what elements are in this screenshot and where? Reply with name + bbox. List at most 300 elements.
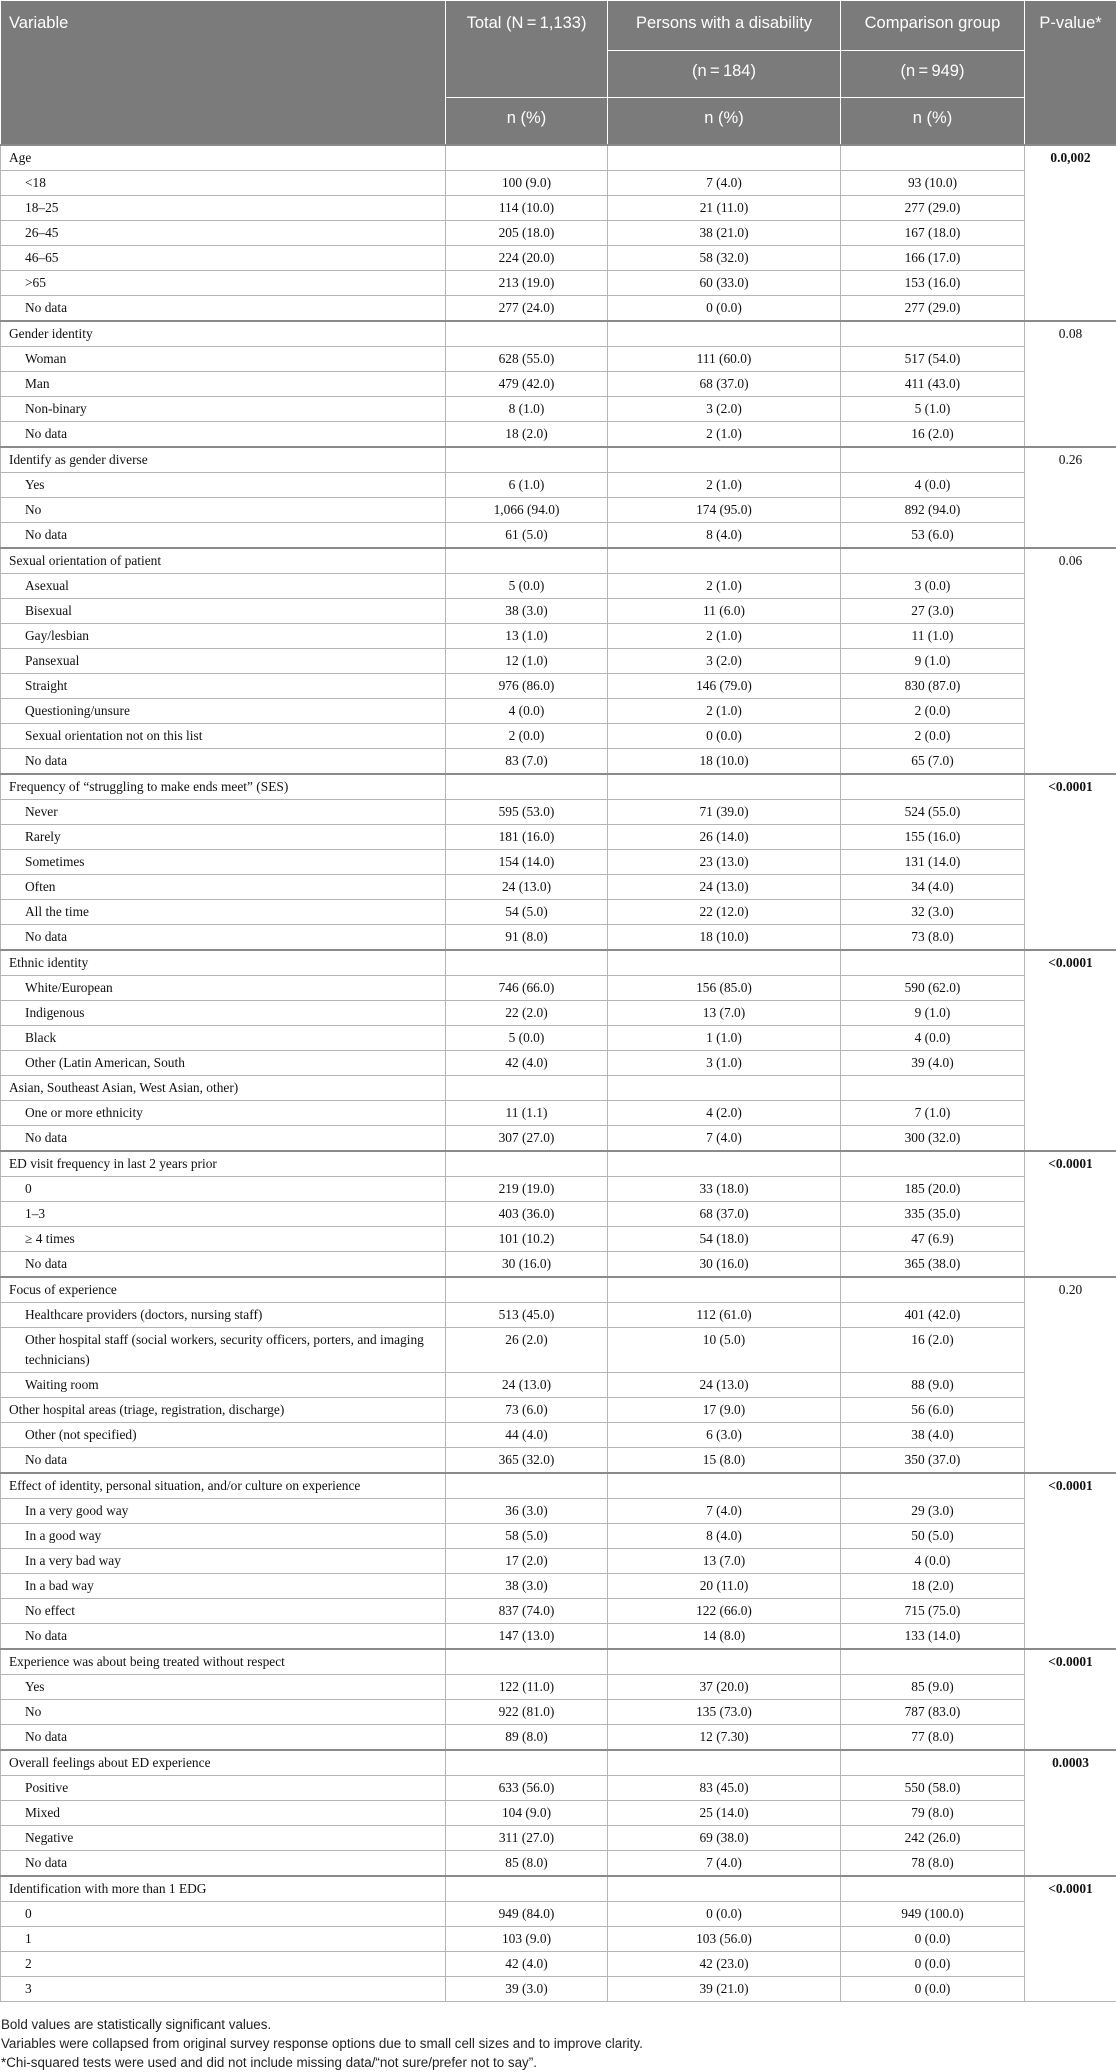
- table-row: [1, 1448, 1116, 1474]
- total-value: 628 (55.0): [446, 347, 608, 372]
- footnote: *Chi-squared tests were used and did not include missing data/“not sure/prefer not to say”.: [1, 2053, 1116, 2072]
- row-label: No data: [1, 523, 446, 549]
- disability-value: 12 (7.30): [608, 1725, 841, 1751]
- row-label: Yes: [1, 1675, 446, 1700]
- comparison-value: 590 (62.0): [841, 976, 1025, 1001]
- empty-cell: [446, 774, 608, 800]
- total-value: 18 (2.0): [446, 422, 608, 448]
- disability-value: 54 (18.0): [608, 1227, 841, 1252]
- comparison-value: 401 (42.0): [841, 1303, 1025, 1328]
- row-label: Yes: [1, 473, 446, 498]
- comparison-value: 155 (16.0): [841, 825, 1025, 850]
- empty-cell: [841, 950, 1025, 976]
- p-value: <0.0001: [1025, 774, 1116, 950]
- comparison-value: 4 (0.0): [841, 1549, 1025, 1574]
- disability-value: 103 (56.0): [608, 1927, 841, 1952]
- disability-value: 60 (33.0): [608, 271, 841, 296]
- table-row: [1, 271, 1116, 296]
- disability-value: 0 (0.0): [608, 724, 841, 749]
- disability-value: 135 (73.0): [608, 1700, 841, 1725]
- table-row: [1, 1574, 1116, 1599]
- table-row: [1, 749, 1116, 775]
- disability-value: 68 (37.0): [608, 372, 841, 397]
- table-row: [1, 221, 1116, 246]
- table-row: [1, 624, 1116, 649]
- row-label: In a good way: [1, 1524, 446, 1549]
- table-row: [1, 825, 1116, 850]
- table-row: [1, 473, 1116, 498]
- comparison-value: 300 (32.0): [841, 1126, 1025, 1152]
- section-label: ED visit frequency in last 2 years prior: [1, 1151, 446, 1177]
- empty-cell: [841, 1750, 1025, 1776]
- table-row: [1, 1051, 1116, 1076]
- total-value: 91 (8.0): [446, 925, 608, 951]
- total-value: 100 (9.0): [446, 171, 608, 196]
- header-comparison: Comparison group: [841, 1, 1025, 51]
- comparison-value: 2 (0.0): [841, 699, 1025, 724]
- total-value: 746 (66.0): [446, 976, 608, 1001]
- empty-cell: [446, 548, 608, 574]
- total-value: 224 (20.0): [446, 246, 608, 271]
- disability-value: 22 (12.0): [608, 900, 841, 925]
- row-label: 26–45: [1, 221, 446, 246]
- empty-cell: [446, 145, 608, 171]
- row-label: No data: [1, 1252, 446, 1278]
- comparison-value: 350 (37.0): [841, 1448, 1025, 1474]
- total-value: 83 (7.0): [446, 749, 608, 775]
- row-label: 0: [1, 1902, 446, 1927]
- disability-value: 42 (23.0): [608, 1952, 841, 1977]
- row-label: Negative: [1, 1826, 446, 1851]
- disability-value: 58 (32.0): [608, 246, 841, 271]
- total-value: 58 (5.0): [446, 1524, 608, 1549]
- section-label: Experience was about being treated without respect: [1, 1649, 446, 1675]
- total-value: 213 (19.0): [446, 271, 608, 296]
- table-row: [1, 1902, 1116, 1927]
- table-row: [1, 699, 1116, 724]
- comparison-value: 277 (29.0): [841, 296, 1025, 322]
- total-value: 104 (9.0): [446, 1801, 608, 1826]
- total-value: 44 (4.0): [446, 1423, 608, 1448]
- row-label: No data: [1, 749, 446, 775]
- empty-cell: [608, 1277, 841, 1303]
- comparison-value: 38 (4.0): [841, 1423, 1025, 1448]
- row-label: ≥ 4 times: [1, 1227, 446, 1252]
- disability-value: 69 (38.0): [608, 1826, 841, 1851]
- table-row: [1, 649, 1116, 674]
- footnote: Bold values are statistically significant values.: [1, 2015, 1116, 2034]
- comparison-value: 0 (0.0): [841, 1952, 1025, 1977]
- disability-value: 6 (3.0): [608, 1423, 841, 1448]
- empty-cell: [608, 548, 841, 574]
- table-header: [1, 1, 1116, 146]
- empty-cell: [841, 321, 1025, 347]
- disability-value: 146 (79.0): [608, 674, 841, 699]
- disability-value: 25 (14.0): [608, 1801, 841, 1826]
- total-value: 8 (1.0): [446, 397, 608, 422]
- empty-cell: [446, 1649, 608, 1675]
- comparison-value: 365 (38.0): [841, 1252, 1025, 1278]
- disability-value: 20 (11.0): [608, 1574, 841, 1599]
- total-value: 54 (5.0): [446, 900, 608, 925]
- total-value: 513 (45.0): [446, 1303, 608, 1328]
- disability-value: 8 (4.0): [608, 523, 841, 549]
- empty-cell: [841, 774, 1025, 800]
- section-header-row: [1, 1750, 1116, 1776]
- table-row: [1, 1252, 1116, 1278]
- disability-value: 23 (13.0): [608, 850, 841, 875]
- total-value: 12 (1.0): [446, 649, 608, 674]
- comparison-value: 29 (3.0): [841, 1499, 1025, 1524]
- total-value: 103 (9.0): [446, 1927, 608, 1952]
- row-label: In a very bad way: [1, 1549, 446, 1574]
- empty-cell: [446, 1750, 608, 1776]
- row-label: Questioning/unsure: [1, 699, 446, 724]
- disability-value: 21 (11.0): [608, 196, 841, 221]
- table-row: [1, 724, 1116, 749]
- disability-value: 10 (5.0): [608, 1328, 841, 1373]
- total-value: 4 (0.0): [446, 699, 608, 724]
- section-header-row: [1, 1473, 1116, 1499]
- table-row: [1, 1776, 1116, 1801]
- disability-value: 112 (61.0): [608, 1303, 841, 1328]
- total-value: 403 (36.0): [446, 1202, 608, 1227]
- row-label: Often: [1, 875, 446, 900]
- comparison-value: 166 (17.0): [841, 246, 1025, 271]
- total-value: 17 (2.0): [446, 1549, 608, 1574]
- disability-value: 13 (7.0): [608, 1549, 841, 1574]
- comparison-value: 133 (14.0): [841, 1624, 1025, 1650]
- disability-value: 83 (45.0): [608, 1776, 841, 1801]
- table-row: [1, 1303, 1116, 1328]
- total-value: 1,066 (94.0): [446, 498, 608, 523]
- total-value: 42 (4.0): [446, 1952, 608, 1977]
- total-value: 42 (4.0): [446, 1051, 608, 1076]
- comparison-value: 517 (54.0): [841, 347, 1025, 372]
- section-header-row: [1, 950, 1116, 976]
- section-label: Focus of experience: [1, 1277, 446, 1303]
- total-value: 30 (16.0): [446, 1252, 608, 1278]
- p-value: 0.06: [1025, 548, 1116, 774]
- disability-value: 11 (6.0): [608, 599, 841, 624]
- empty-cell: [841, 1649, 1025, 1675]
- section-header-row: [1, 548, 1116, 574]
- header-unit-comparison: n (%): [841, 98, 1025, 146]
- total-value: 38 (3.0): [446, 599, 608, 624]
- table-row: [1, 1725, 1116, 1751]
- p-value: 0.08: [1025, 321, 1116, 447]
- section-header-row: [1, 1649, 1116, 1675]
- disability-value: 18 (10.0): [608, 749, 841, 775]
- table-row: [1, 171, 1116, 196]
- total-value: 5 (0.0): [446, 574, 608, 599]
- table-row: [1, 246, 1116, 271]
- total-value: 365 (32.0): [446, 1448, 608, 1474]
- row-label: Healthcare providers (doctors, nursing staff): [1, 1303, 446, 1328]
- table-row: [1, 1423, 1116, 1448]
- table-row: [1, 422, 1116, 448]
- table-row: [1, 925, 1116, 951]
- row-label: One or more ethnicity: [1, 1101, 446, 1126]
- table-row: [1, 1599, 1116, 1624]
- row-label: No data: [1, 925, 446, 951]
- section-header-row: [1, 321, 1116, 347]
- comparison-value: 56 (6.0): [841, 1398, 1025, 1423]
- table-row: [1, 1101, 1116, 1126]
- comparison-value: 11 (1.0): [841, 624, 1025, 649]
- row-label: Sexual orientation not on this list: [1, 724, 446, 749]
- empty-cell: [841, 447, 1025, 473]
- table-row: [1, 574, 1116, 599]
- row-label: Pansexual: [1, 649, 446, 674]
- row-label: No data: [1, 1725, 446, 1751]
- comparison-value: 47 (6.9): [841, 1227, 1025, 1252]
- row-label: Black: [1, 1026, 446, 1051]
- table-row: [1, 1026, 1116, 1051]
- table-row: [1, 1227, 1116, 1252]
- comparison-value: 7 (1.0): [841, 1101, 1025, 1126]
- row-label: Other (Latin American, South: [1, 1051, 446, 1076]
- total-value: 5 (0.0): [446, 1026, 608, 1051]
- disability-value: 156 (85.0): [608, 976, 841, 1001]
- total-value: 24 (13.0): [446, 875, 608, 900]
- table-row: [1, 1624, 1116, 1650]
- p-value: 0.26: [1025, 447, 1116, 548]
- header-variable: Variable: [1, 1, 446, 146]
- total-value: 24 (13.0): [446, 1373, 608, 1398]
- p-value: <0.0001: [1025, 1649, 1116, 1750]
- disability-value: 3 (1.0): [608, 1051, 841, 1076]
- p-value: 0.0003: [1025, 1750, 1116, 1876]
- empty-cell: [608, 1649, 841, 1675]
- row-label: No data: [1, 1624, 446, 1650]
- table-row: [1, 1126, 1116, 1152]
- table-row: [1, 1700, 1116, 1725]
- row-label: No effect: [1, 1599, 446, 1624]
- section-label: Ethnic identity: [1, 950, 446, 976]
- table-row: [1, 875, 1116, 900]
- comparison-value: 411 (43.0): [841, 372, 1025, 397]
- total-value: 311 (27.0): [446, 1826, 608, 1851]
- row-label: 18–25: [1, 196, 446, 221]
- total-value: 73 (6.0): [446, 1398, 608, 1423]
- empty-cell: [608, 145, 841, 171]
- comparison-value: 93 (10.0): [841, 171, 1025, 196]
- row-label: 2: [1, 1952, 446, 1977]
- table-footnotes: [0, 2002, 1116, 2072]
- disability-value: 39 (21.0): [608, 1977, 841, 2002]
- row-label: No data: [1, 1126, 446, 1152]
- table-row: [1, 1001, 1116, 1026]
- row-label: No data: [1, 1448, 446, 1474]
- comparison-value: 0 (0.0): [841, 1927, 1025, 1952]
- table-row: [1, 1977, 1116, 2002]
- disability-value: 24 (13.0): [608, 1373, 841, 1398]
- total-value: 205 (18.0): [446, 221, 608, 246]
- row-label: Asian, Southeast Asian, West Asian, other): [1, 1076, 446, 1101]
- disability-value: 111 (60.0): [608, 347, 841, 372]
- section-header-row: [1, 1277, 1116, 1303]
- total-value: 38 (3.0): [446, 1574, 608, 1599]
- table-row: [1, 1927, 1116, 1952]
- p-value: <0.0001: [1025, 950, 1116, 1151]
- disability-value: 8 (4.0): [608, 1524, 841, 1549]
- comparison-value: 18 (2.0): [841, 1574, 1025, 1599]
- row-label: Other hospital areas (triage, registration, discharge): [1, 1398, 446, 1423]
- section-header-row: [1, 1876, 1116, 1902]
- table-row: [1, 196, 1116, 221]
- row-label: Gay/lesbian: [1, 624, 446, 649]
- empty-cell: [446, 321, 608, 347]
- table-row: [1, 523, 1116, 549]
- row-label: Bisexual: [1, 599, 446, 624]
- disability-value: 38 (21.0): [608, 221, 841, 246]
- disability-value: 0 (0.0): [608, 296, 841, 322]
- disability-value: 15 (8.0): [608, 1448, 841, 1474]
- row-label: No data: [1, 296, 446, 322]
- table-row: [1, 1801, 1116, 1826]
- disability-value: 0 (0.0): [608, 1902, 841, 1927]
- section-header-row: [1, 1151, 1116, 1177]
- comparison-value: 9 (1.0): [841, 1001, 1025, 1026]
- empty-cell: [841, 1876, 1025, 1902]
- disability-value: 26 (14.0): [608, 825, 841, 850]
- empty-cell: [608, 1151, 841, 1177]
- comparison-value: 3 (0.0): [841, 574, 1025, 599]
- section-header-row: [1, 774, 1116, 800]
- total-value: 101 (10.2): [446, 1227, 608, 1252]
- comparison-value: 39 (4.0): [841, 1051, 1025, 1076]
- p-value: 0.20: [1025, 1277, 1116, 1473]
- comparison-value: 892 (94.0): [841, 498, 1025, 523]
- row-label: White/European: [1, 976, 446, 1001]
- comparison-value: 153 (16.0): [841, 271, 1025, 296]
- total-value: 13 (1.0): [446, 624, 608, 649]
- row-label: All the time: [1, 900, 446, 925]
- row-label: No data: [1, 1851, 446, 1877]
- empty-cell: [608, 321, 841, 347]
- total-value: 633 (56.0): [446, 1776, 608, 1801]
- empty-cell: [841, 1277, 1025, 1303]
- disability-value: 174 (95.0): [608, 498, 841, 523]
- row-label: Never: [1, 800, 446, 825]
- total-value: 949 (84.0): [446, 1902, 608, 1927]
- disability-value: 37 (20.0): [608, 1675, 841, 1700]
- total-value: 39 (3.0): [446, 1977, 608, 2002]
- disability-value: 3 (2.0): [608, 397, 841, 422]
- header-disability-n: (n = 184): [608, 51, 841, 98]
- row-label: No: [1, 1700, 446, 1725]
- row-label: 1: [1, 1927, 446, 1952]
- comparison-value: 949 (100.0): [841, 1902, 1025, 1927]
- disability-value: 7 (4.0): [608, 1499, 841, 1524]
- header-unit-total: n (%): [446, 98, 608, 146]
- total-value: 61 (5.0): [446, 523, 608, 549]
- table-body: [1, 145, 1116, 2002]
- disability-value: 71 (39.0): [608, 800, 841, 825]
- total-value: 154 (14.0): [446, 850, 608, 875]
- table-row: [1, 1524, 1116, 1549]
- table-row: [1, 1675, 1116, 1700]
- empty-cell: [446, 950, 608, 976]
- empty-cell: [608, 1876, 841, 1902]
- row-label: Other (not specified): [1, 1423, 446, 1448]
- row-label: Non-binary: [1, 397, 446, 422]
- section-label: Age: [1, 145, 446, 171]
- row-label: In a very good way: [1, 1499, 446, 1524]
- total-value: 85 (8.0): [446, 1851, 608, 1877]
- comparison-value: 242 (26.0): [841, 1826, 1025, 1851]
- comparison-value: 4 (0.0): [841, 473, 1025, 498]
- row-label: 46–65: [1, 246, 446, 271]
- empty-cell: [841, 1473, 1025, 1499]
- total-value: [446, 1076, 608, 1101]
- header-comparison-n: (n = 949): [841, 51, 1025, 98]
- row-label: 1–3: [1, 1202, 446, 1227]
- comparison-value: 77 (8.0): [841, 1725, 1025, 1751]
- table-row: [1, 397, 1116, 422]
- p-value: <0.0001: [1025, 1151, 1116, 1277]
- comparison-value: 32 (3.0): [841, 900, 1025, 925]
- comparison-value: 34 (4.0): [841, 875, 1025, 900]
- table-row: [1, 1499, 1116, 1524]
- disability-value: 7 (4.0): [608, 1851, 841, 1877]
- empty-cell: [608, 447, 841, 473]
- table-row: [1, 1328, 1116, 1373]
- row-label: No data: [1, 422, 446, 448]
- table-row: [1, 976, 1116, 1001]
- comparison-value: 16 (2.0): [841, 1328, 1025, 1373]
- comparison-value: 78 (8.0): [841, 1851, 1025, 1877]
- comparison-value: 185 (20.0): [841, 1177, 1025, 1202]
- table-row: [1, 347, 1116, 372]
- footnote: Variables were collapsed from original survey response options due to small cell sizes and to improve clarity.: [1, 2034, 1116, 2053]
- total-value: 11 (1.1): [446, 1101, 608, 1126]
- section-label: Identification with more than 1 EDG: [1, 1876, 446, 1902]
- comparison-value: 830 (87.0): [841, 674, 1025, 699]
- header-unit-disability: n (%): [608, 98, 841, 146]
- disability-value: 2 (1.0): [608, 574, 841, 599]
- table-row: [1, 800, 1116, 825]
- row-label: Asexual: [1, 574, 446, 599]
- table-row: [1, 1826, 1116, 1851]
- comparison-value: 50 (5.0): [841, 1524, 1025, 1549]
- empty-cell: [446, 1473, 608, 1499]
- empty-cell: [608, 1473, 841, 1499]
- total-value: 181 (16.0): [446, 825, 608, 850]
- comparison-value: 27 (3.0): [841, 599, 1025, 624]
- comparison-value: 550 (58.0): [841, 1776, 1025, 1801]
- total-value: 922 (81.0): [446, 1700, 608, 1725]
- table-row: [1, 1952, 1116, 1977]
- total-value: 219 (19.0): [446, 1177, 608, 1202]
- empty-cell: [608, 1750, 841, 1776]
- disability-value: 2 (1.0): [608, 473, 841, 498]
- disability-value: 4 (2.0): [608, 1101, 841, 1126]
- comparison-value: 16 (2.0): [841, 422, 1025, 448]
- comparison-value: 79 (8.0): [841, 1801, 1025, 1826]
- row-label: Woman: [1, 347, 446, 372]
- empty-cell: [841, 145, 1025, 171]
- disability-value: 2 (1.0): [608, 699, 841, 724]
- section-label: Identify as gender diverse: [1, 447, 446, 473]
- disability-value: 13 (7.0): [608, 1001, 841, 1026]
- total-value: 22 (2.0): [446, 1001, 608, 1026]
- row-label: Mixed: [1, 1801, 446, 1826]
- table-row: [1, 1076, 1116, 1101]
- disability-value: 122 (66.0): [608, 1599, 841, 1624]
- comparison-value: 2 (0.0): [841, 724, 1025, 749]
